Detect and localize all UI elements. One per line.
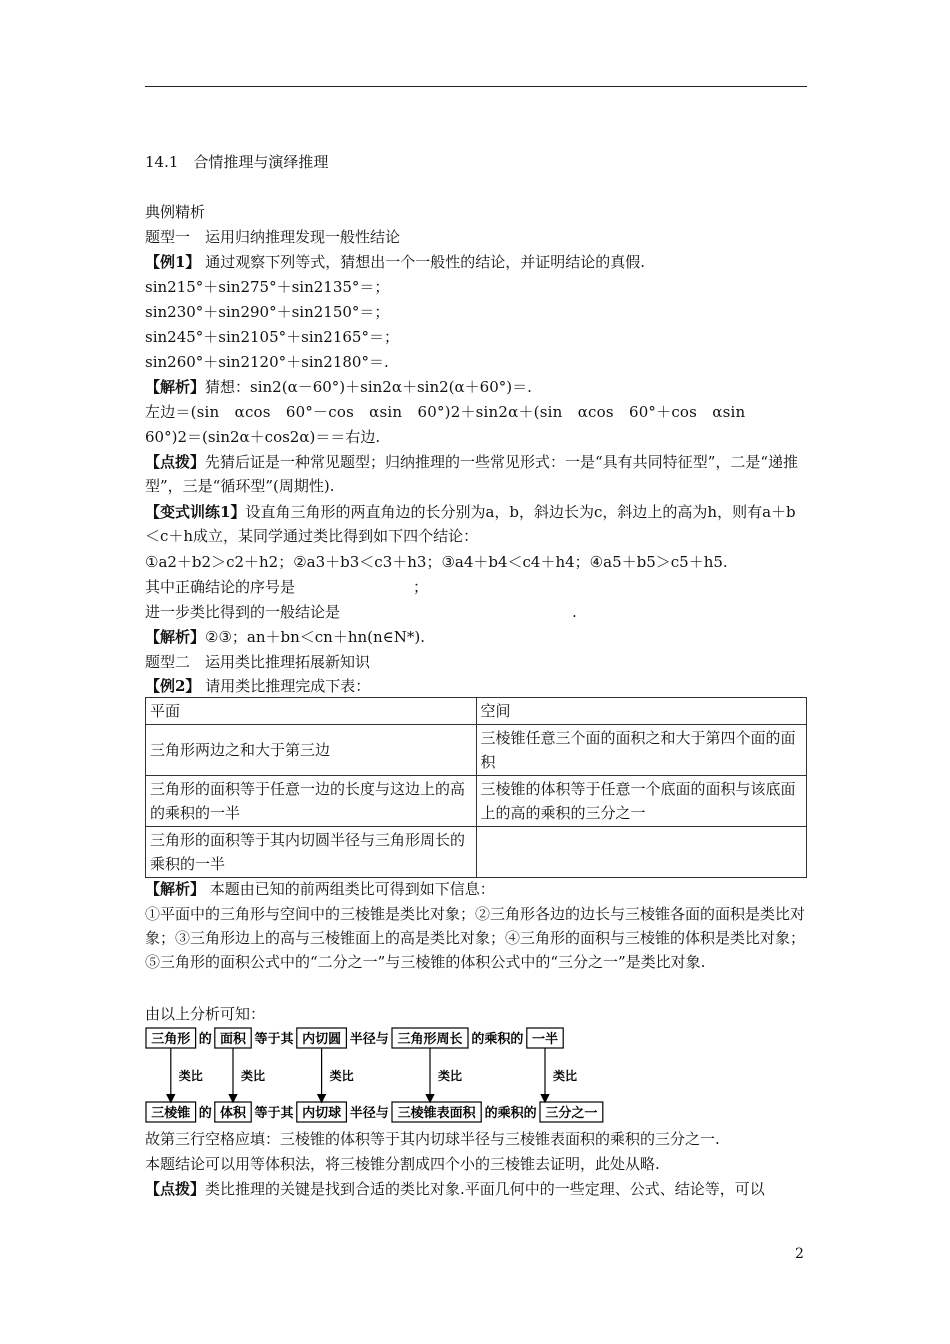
diagram-bottom-label: 等于其 bbox=[254, 1106, 294, 1121]
equation-1: sin215°＋sin275°＋sin2135°＝； bbox=[145, 278, 390, 296]
q1-text: 其中正确结论的序号是 bbox=[145, 578, 296, 596]
diagram-arrows bbox=[171, 1048, 577, 1101]
example1-tag: 【例1】 bbox=[145, 253, 201, 271]
example1-text: 通过观察下列等式，猜想出一个一般性的结论，并证明结论的真假. bbox=[205, 253, 645, 271]
q2-end: . bbox=[572, 603, 577, 621]
diagram-top-label: 的乘积的 bbox=[471, 1032, 524, 1047]
table-header-cell: 空间 bbox=[476, 698, 807, 725]
diagram-bottom-label: 体积 bbox=[219, 1106, 247, 1121]
q1-end: ； bbox=[413, 578, 429, 596]
variant1-q2 bbox=[145, 600, 577, 624]
tip2-line bbox=[145, 1177, 765, 1201]
diagram-top-row bbox=[146, 1028, 563, 1048]
table-cell: 三角形的面积等于其内切圆半径与三角形周长的乘积的一半 bbox=[146, 827, 477, 878]
tip1-tag: 【点拨】 bbox=[145, 453, 206, 471]
tip2-tag: 【点拨】 bbox=[145, 1180, 206, 1198]
variant1-text: 设直角三角形的两直角边的长分别为a，b，斜边长为c，斜边上的高为h，则有a＋b＜c＋h成立，某同学通过类比得到如下四个结论： bbox=[145, 503, 796, 545]
analysis1-tag: 【解析】 bbox=[145, 378, 206, 396]
diagram-arrow-label: 类比 bbox=[553, 1069, 578, 1083]
table-cell-blank bbox=[476, 827, 807, 878]
equation-2: sin230°＋sin290°＋sin2150°＝； bbox=[145, 303, 390, 321]
example2-text: 请用类比推理完成下表： bbox=[205, 677, 371, 695]
example2-line bbox=[145, 674, 370, 698]
section-title: 14.1 合情推理与演绎推理 bbox=[145, 153, 329, 171]
tip1-paragraph bbox=[145, 450, 807, 498]
diagram-arrow-label: 类比 bbox=[329, 1069, 354, 1083]
analysis1-text: 猜想：sin2(α－60°)＋sin2α＋sin2(α＋60°)＝. bbox=[205, 378, 532, 396]
diagram-bottom-label: 三分之一 bbox=[545, 1106, 598, 1121]
tip1-text: 先猜后证是一种常见题型；归纳推理的一些常见形式：一是“具有共同特征型”，二是“递推型”，三是“循环型”(周期性). bbox=[145, 453, 799, 495]
diagram-bottom-label: 三棱锥 bbox=[151, 1106, 191, 1121]
diagram-arrow-label: 类比 bbox=[178, 1069, 203, 1083]
tip2-text: 类比推理的关键是找到合适的类比对象.平面几何中的一些定理、公式、结论等，可以 bbox=[205, 1180, 765, 1198]
variant1-options: ①a2＋b2＞c2＋h2；②a3＋b3＜c3＋h3；③a4＋b4＜c4＋h4；④a5＋b5＞c5＋h5. bbox=[145, 553, 728, 571]
diagram-top-label: 三角形 bbox=[151, 1032, 191, 1047]
table-cell: 三角形的面积等于任意一边的长度与这边上的高的乘积的一半 bbox=[146, 776, 477, 827]
diagram-bottom-label: 的 bbox=[198, 1106, 212, 1121]
heading-examples: 典例精析 bbox=[145, 203, 206, 221]
table-row bbox=[146, 776, 807, 827]
analysis2-lead: 由以上分析可知： bbox=[145, 1005, 266, 1023]
table-row bbox=[146, 827, 807, 878]
table-header-row bbox=[146, 698, 807, 725]
diagram-top-label: 半径与 bbox=[349, 1032, 389, 1047]
page-number: 2 bbox=[795, 1246, 804, 1262]
variant1-q1 bbox=[145, 575, 428, 599]
type2-heading: 题型二 运用类比推理拓展新知识 bbox=[145, 653, 371, 671]
equation-4: sin260°＋sin2120°＋sin2180°＝. bbox=[145, 353, 389, 371]
diagram-bottom-row bbox=[146, 1102, 603, 1122]
example2-tag: 【例2】 bbox=[145, 677, 201, 695]
diagram-bottom-label: 的乘积的 bbox=[484, 1106, 537, 1121]
table-cell: 三角形两边之和大于第三边 bbox=[146, 725, 477, 776]
diagram-top-label: 三角形周长 bbox=[397, 1032, 463, 1047]
analysis2-text: 本题由已知的前两组类比可得到如下信息： bbox=[209, 880, 495, 898]
table-cell: 三棱锥的体积等于任意一个底面的面积与该底面上的高的乘积的三分之一 bbox=[476, 776, 807, 827]
table-cell: 三棱锥任意三个面的面积之和大于第四个面的面积 bbox=[476, 725, 807, 776]
variant1-answer bbox=[145, 625, 425, 649]
diagram-top-label: 的 bbox=[198, 1032, 212, 1047]
analysis2-line bbox=[145, 877, 495, 901]
diagram-bottom-label: 三棱锥表面积 bbox=[397, 1106, 476, 1121]
header-rule bbox=[145, 86, 807, 87]
q2-text: 进一步类比得到的一般结论是 bbox=[145, 603, 341, 621]
analysis2-body: ①平面中的三角形与空间中的三棱锥是类比对象；②三角形各边的边长与三棱锥各面的面积是类比对象；③三角形边上的高与三棱锥面上的高是类比对象；④三角形的面积与三棱锥的体积是类比对象；⑤三角形的面积公式中的“二分之一”与三棱锥的体积公式中的“三分之一”是类比对象. bbox=[145, 905, 806, 971]
proof-line-2: 60°)2＝(sin2α＋cos2α)＝＝右边. bbox=[145, 428, 381, 446]
diagram-top-label: 面积 bbox=[219, 1032, 247, 1047]
proof-line-1: 左边＝(sin αcos 60°－cos αsin 60°)2＋sin2α＋(sin αcos 60°＋cos αsin bbox=[145, 403, 746, 421]
type1-heading: 题型一 运用归纳推理发现一般性结论 bbox=[145, 228, 401, 246]
analysis1-line bbox=[145, 375, 532, 399]
conclusion-line-2: 本题结论可以用等体积法，将三棱锥分割成四个小的三棱锥去证明，此处从略. bbox=[145, 1155, 660, 1173]
analysis2-tag: 【解析】 bbox=[145, 880, 206, 898]
variant1-tag: 【变式训练1】 bbox=[145, 503, 246, 521]
diagram-bottom-label: 内切球 bbox=[302, 1106, 342, 1121]
table-row bbox=[146, 725, 807, 776]
analogy-table bbox=[145, 697, 807, 878]
diagram-arrow-label: 类比 bbox=[438, 1069, 463, 1083]
diagram-arrow-label: 类比 bbox=[241, 1069, 266, 1083]
diagram-top-label: 一半 bbox=[531, 1032, 559, 1047]
answer-text: ②③；an＋bn＜cn＋hn(n∈N*). bbox=[205, 628, 426, 646]
diagram-top-label: 等于其 bbox=[254, 1032, 294, 1047]
diagram-bottom-label: 半径与 bbox=[349, 1106, 389, 1121]
table-header-cell: 平面 bbox=[146, 698, 477, 725]
equation-3: sin245°＋sin2105°＋sin2165°＝； bbox=[145, 328, 399, 346]
answer-tag: 【解析】 bbox=[145, 628, 206, 646]
analogy-diagram bbox=[145, 1026, 615, 1128]
conclusion-line-1: 故第三行空格应填：三棱锥的体积等于其内切球半径与三棱锥表面积的乘积的三分之一. bbox=[145, 1130, 720, 1148]
diagram-top-label: 内切圆 bbox=[302, 1032, 342, 1047]
variant1-paragraph bbox=[145, 500, 807, 548]
example1-line bbox=[145, 250, 645, 274]
